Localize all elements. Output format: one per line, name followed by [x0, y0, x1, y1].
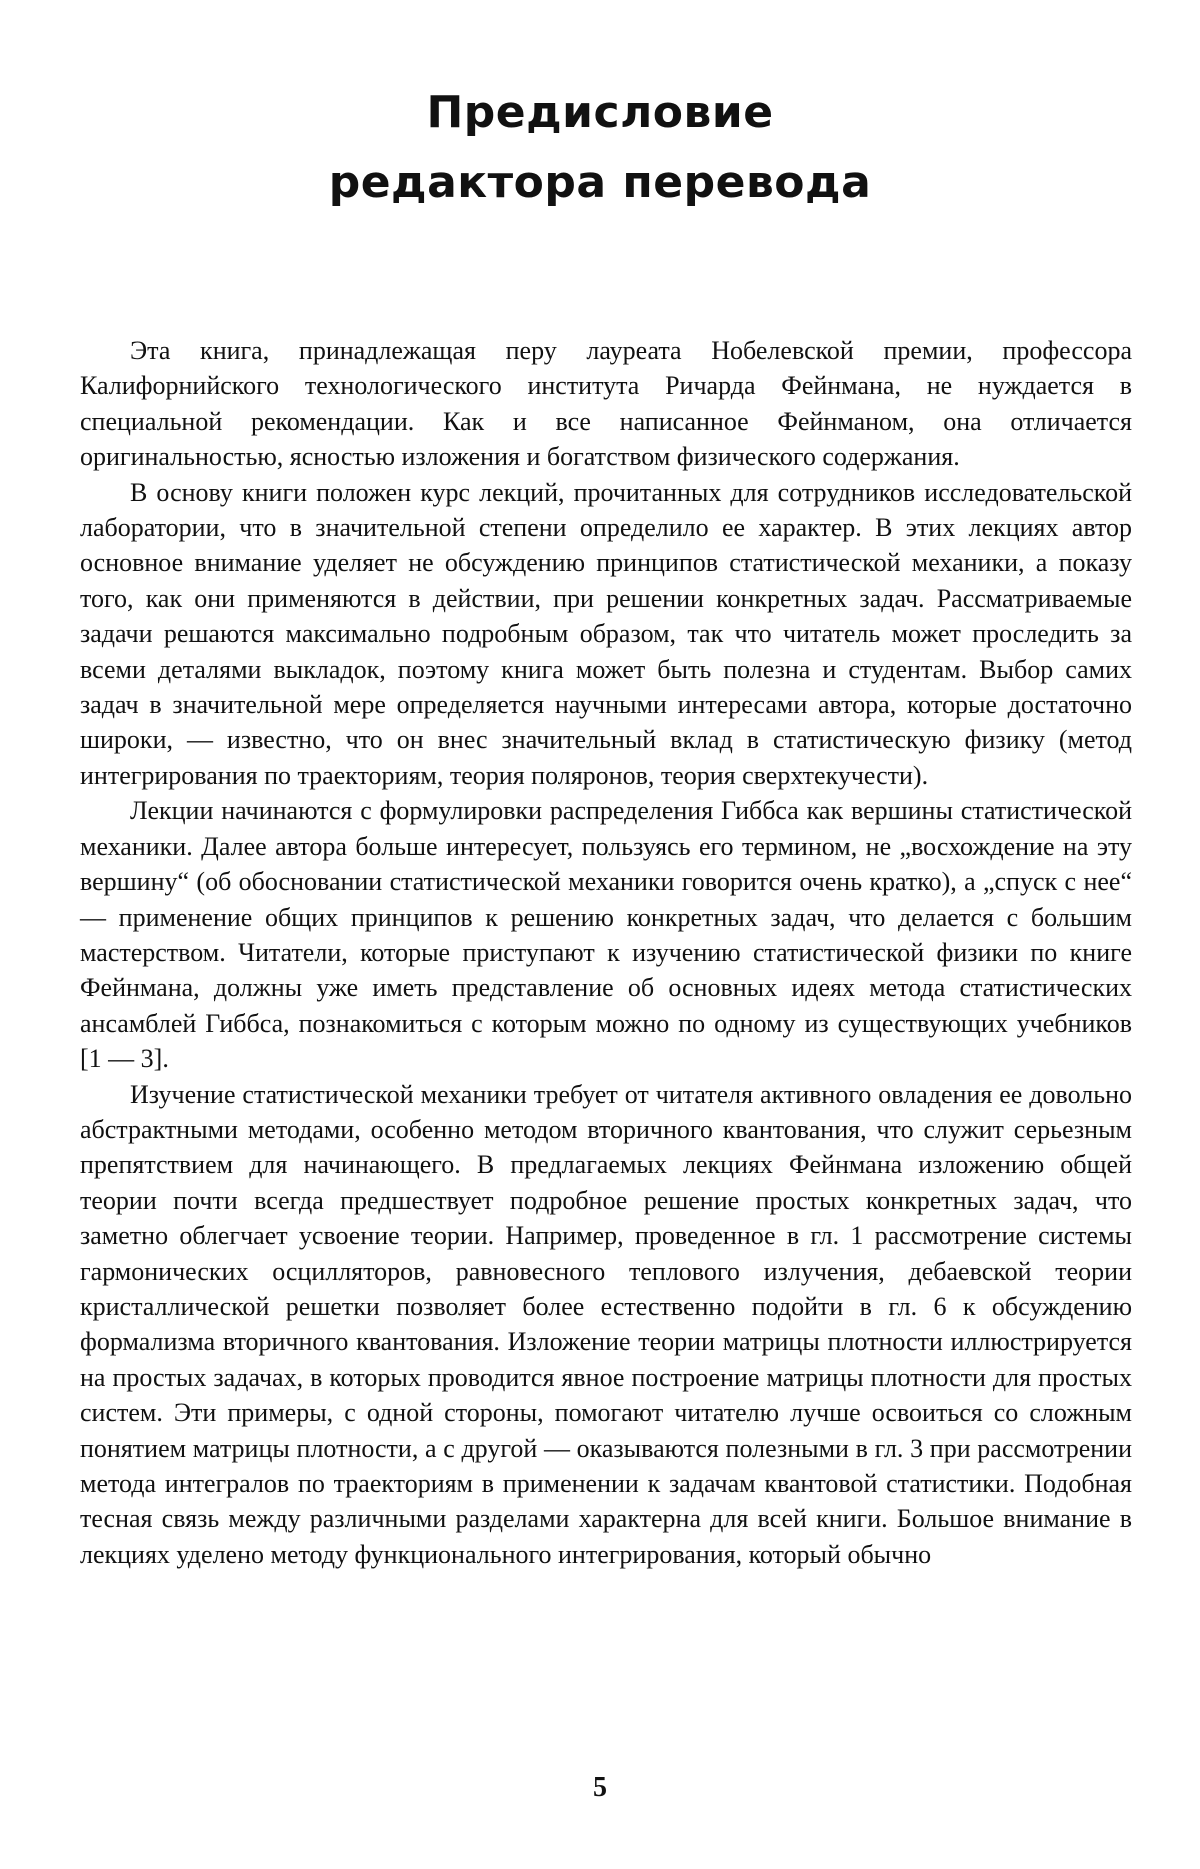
title-line-2: редактора перевода: [328, 157, 872, 208]
title-line-1: Предисловие: [426, 87, 774, 138]
paragraph-4: Изучение статистической механики требует от читателя активного овладения ее довольно абстрактными методами, особенно методом вторичного квантования, что служит серьезным препятствием для начинающего. В предлагаемых лекциях Фейнмана изложению общей теории почти всегда предшествует подробное решение простых конкретных задач, что заметно облегчает усвоение теории. Например, проведенное в гл. 1 рассмотрение системы гармонических осцилляторов, равновесного теплового излучения, дебаевской теории кристаллической решетки позволяет более естественно подойти в гл. 6 к обсуждению формализма вторичного квантования. Изложение теории матрицы плотности иллюстрируется на простых задачах, в которых проводится явное построение матрицы плотности для простых систем. Эти примеры, с одной стороны, помогают читателю лучше освоиться со сложным понятием матрицы плотности, а с другой — оказываются полезными в гл. 3 при рассмотрении метода интегралов по траекториям в применении к задачам квантовой статистики. Подобная тесная связь между различными разделами характерна для всей книги. Большое внимание в лекциях уделено методу функционального интегрирования, который обычно: [80, 1079, 1132, 1569]
paragraph-3: Лекции начинаются с формулировки распределения Гиббса как вершины статистической механики. Далее автора больше интересует, пользуясь его термином, не „восхождение на эту вершину“ (об обосновании статистической механики говорится очень кратко), а „спуск с нее“ — применение общих принципов к решению конкретных задач, что делается с большим мастерством. Читатели, которые приступают к изучению статистической физики по книге Фейнмана, должны уже иметь представление об основных идеях метода статистических ансамблей Гиббса, познакомиться с которым можно по одному из существующих учебников [1 — 3].: [80, 796, 1132, 1074]
paragraph-2: В основу книги положен курс лекций, прочитанных для сотрудников исследовательской лаборатории, что в значительной степени определило ее характер. В этих лекциях автор основное внимание уделяет не обсуждению принципов статистической механики, а показу того, как они применяются в действии, при решении конкретных задач. Рассматриваемые задачи решаются максимально подробным образом, так что читатель может проследить за всеми деталями выкладок, поэтому книга может быть полезна и студентам. Выбор самих задач в значительной мере определяется научными интересами автора, которые достаточно широки, — известно, что он внес значительный вклад в статистическую физику (метод интегрирования по траекториям, теория поляронов, теория сверхтекучести).: [80, 477, 1132, 790]
body-text: [80, 333, 1132, 1572]
page-title: [0, 78, 1200, 218]
paragraph-1: Эта книга, принадлежащая перу лауреата Нобелевской премии, профессора Калифорнийского технологического института Ричарда Фейнмана, не нуждается в специальной рекомендации. Как и все написанное Фейнманом, она отличается оригинальностью, ясностью изложения и богатством физического содержания.: [80, 336, 1132, 472]
page-number: 5: [593, 1772, 607, 1803]
